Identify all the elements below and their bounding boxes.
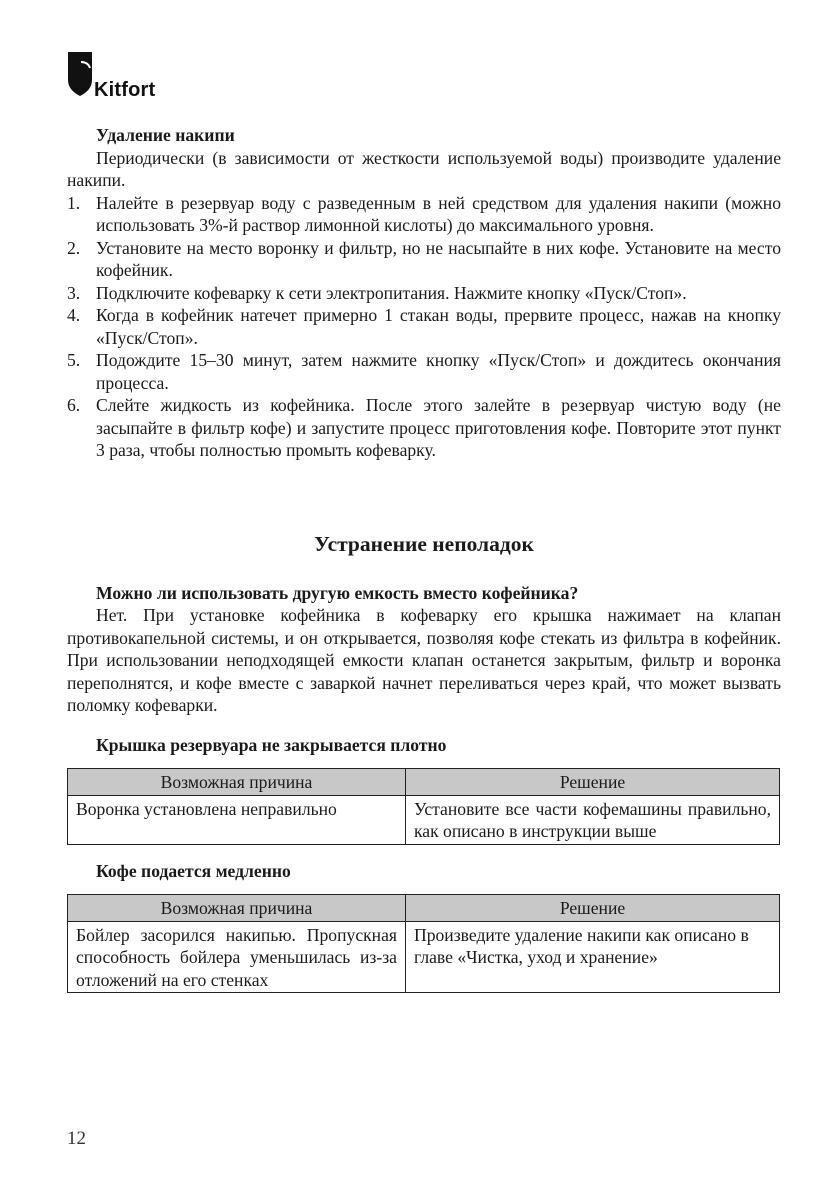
cause-cell: Бойлер засорился накипью. Пропускная способность бойлера уменьшилась из-за отложений на его стенках xyxy=(68,921,406,993)
column-header-cause: Возможная причина xyxy=(68,769,406,796)
step-text: Слейте жидкость из кофейника. После этого залейте в резервуар чистую воду (не засыпайте в фильтр кофе) и запустите процесс приготовления кофе. Повторите этот пункт 3 раза, чтобы полностью промыть кофеварку. xyxy=(96,395,781,460)
step-number: 3. xyxy=(67,282,81,303)
table-1-heading: Крышка резервуара не закрывается плотно xyxy=(96,734,447,755)
descaling-heading: Удаление накипи xyxy=(96,125,235,145)
step-number: 5. xyxy=(67,350,81,370)
faq-answer: Нет. При установке кофейника в кофеварку его крышка нажимает на клапан противокапельной системы, и он открывается, позволяя кофе стекать из фильтра в кофейник. При использовании неподходящей емкости клапан останется закрытым, фильтр и воронка переполнятся, и кофе вместе с заваркой начнет переливаться через край, что может вызвать поломку кофеварки. xyxy=(67,605,781,715)
column-header-cause: Возможная причина xyxy=(68,895,406,922)
brand-name: Kitfort xyxy=(94,79,156,101)
step-number: 6. xyxy=(67,395,81,415)
troubleshooting-title: Устранение неполадок xyxy=(314,531,534,556)
column-header-solution: Решение xyxy=(406,769,780,796)
table-header-row xyxy=(68,895,780,922)
page-number: 12 xyxy=(67,1128,86,1149)
cause-cell: Воронка установлена неправильно xyxy=(68,795,406,844)
list-item xyxy=(67,394,781,462)
kitfort-logo-icon xyxy=(66,50,94,98)
list-item xyxy=(67,349,781,394)
descaling-steps xyxy=(67,192,781,462)
slow-coffee-table xyxy=(67,894,780,993)
column-header-solution: Решение xyxy=(406,895,780,922)
step-text: Подключите кофеварку к сети электропитания. Нажмите кнопку «Пуск/Стоп». xyxy=(96,282,687,303)
table-row xyxy=(68,921,780,993)
step-text: Налейте в резервуар воду с разведенным в ней средством для удаления накипи (можно использовать 3%-й раствор лимонной кислоты) до максимального уровня. xyxy=(96,192,781,235)
step-number: 4. xyxy=(67,305,81,325)
faq-question: Можно ли использовать другую емкость вместо кофейника? xyxy=(96,582,579,603)
list-item xyxy=(67,237,781,282)
brand-logo xyxy=(66,50,186,100)
step-number: 2. xyxy=(67,237,81,258)
step-text: Подождите 15–30 минут, затем нажмите кнопку «Пуск/Стоп» и дождитесь окончания процесса. xyxy=(96,350,781,393)
step-text: Установите на место воронку и фильтр, но не насыпайте в них кофе. Установите на место кофейник. xyxy=(96,237,781,280)
list-item xyxy=(67,304,781,349)
list-item xyxy=(67,192,781,237)
solution-cell: Произведите удаление накипи как описано в главе «Чистка, уход и хранение» xyxy=(406,921,780,993)
solution-cell: Установите все части кофемашины правильно, как описано в инструкции выше xyxy=(406,795,780,844)
table-row xyxy=(68,795,780,844)
descaling-intro: Периодически (в зависимости от жесткости используемой воды) производите удаление накипи. xyxy=(67,147,781,190)
table-2-heading: Кофе подается медленно xyxy=(96,860,291,881)
step-number: 1. xyxy=(67,192,81,213)
list-item xyxy=(67,282,781,305)
page-content xyxy=(67,124,781,993)
lid-issue-table xyxy=(67,768,780,845)
table-header-row xyxy=(68,769,780,796)
step-text: Когда в кофейник натечет примерно 1 стакан воды, прервите процесс, нажав на кнопку «Пуск/Стоп». xyxy=(96,305,781,348)
